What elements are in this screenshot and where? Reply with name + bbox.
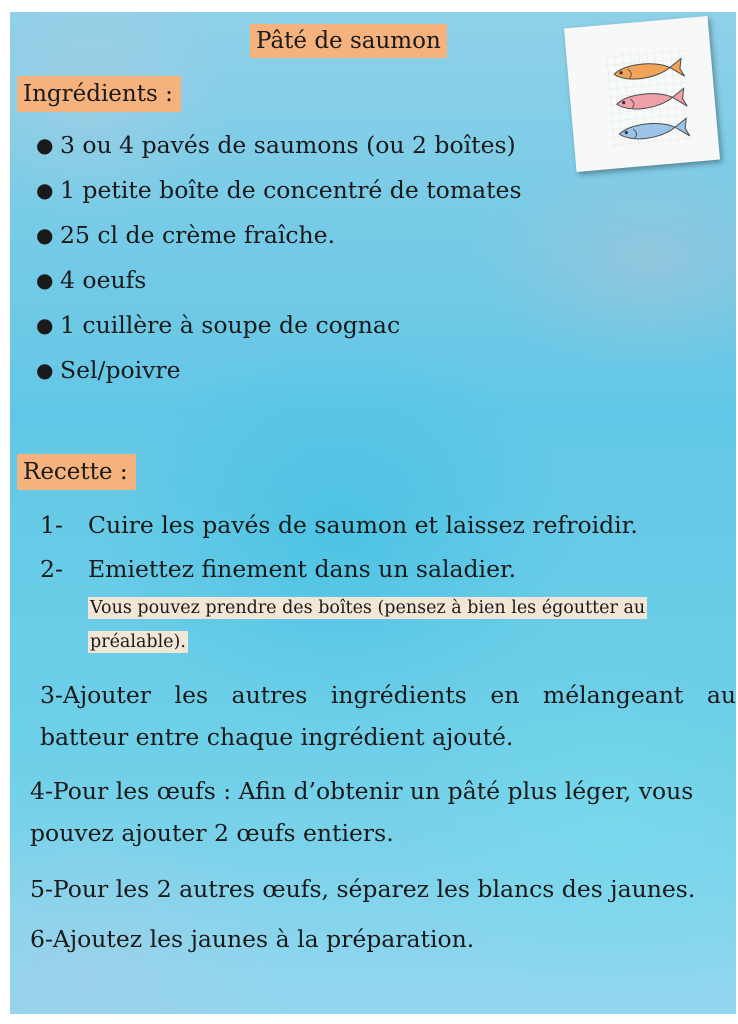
step-3-line-1: 3-Ajouter les autres ingrédients en mélangeant au: [40, 681, 736, 709]
recipe-step-4: [30, 770, 693, 854]
recipe-step-1: [40, 508, 638, 542]
ingredients-list: [36, 126, 522, 396]
bullet-icon: ●: [36, 268, 54, 292]
list-item: ● 4 oeufs: [36, 261, 522, 306]
bullet-icon: ●: [36, 133, 54, 157]
step-text: Cuire les pavés de saumon et laissez refroidir.: [88, 511, 638, 539]
bullet-icon: ●: [36, 358, 54, 382]
list-item: ● 1 cuillère à soupe de cognac: [36, 306, 522, 351]
step-number: 2-: [40, 555, 63, 583]
recipe-note: [88, 592, 647, 658]
fish-illustration: [564, 16, 720, 172]
bullet-icon: ●: [36, 313, 54, 337]
recipe-step-5: 5-Pour les 2 autres œufs, séparez les blancs des jaunes.: [30, 875, 696, 903]
list-item: ● 3 ou 4 pavés de saumons (ou 2 boîtes): [36, 126, 522, 171]
list-item: ● Sel/poivre: [36, 351, 522, 396]
recipe-page: [10, 12, 736, 1014]
recipe-title: Pâté de saumon: [250, 24, 447, 58]
note-line-1: Vous pouvez prendre des boîtes (pensez à bien les égoutter au: [90, 598, 646, 618]
recipe-heading: Recette :: [17, 454, 136, 490]
step-number: 1-: [40, 511, 63, 539]
step-3-line-2: batteur entre chaque ingrédient ajouté.: [40, 723, 514, 751]
recipe-step-6: 6-Ajoutez les jaunes à la préparation.: [30, 925, 475, 953]
bullet-icon: ●: [36, 223, 54, 247]
recipe-step-3: [40, 674, 736, 758]
step-4-line-1: 4-Pour les œufs : Afin d’obtenir un pâté plus léger, vous: [30, 777, 694, 805]
step-text: Emiettez finement dans un saladier.: [88, 555, 517, 583]
three-fish-icon: [564, 16, 720, 172]
list-item: ● 1 petite boîte de concentré de tomates: [36, 171, 522, 216]
bullet-icon: ●: [36, 178, 54, 202]
recipe-step-2: [40, 552, 516, 586]
list-item: ● 25 cl de crème fraîche.: [36, 216, 522, 261]
step-4-line-2: pouvez ajouter 2 œufs entiers.: [30, 819, 394, 847]
note-line-2: préalable).: [90, 632, 186, 652]
ingredients-heading: Ingrédients :: [17, 76, 181, 112]
